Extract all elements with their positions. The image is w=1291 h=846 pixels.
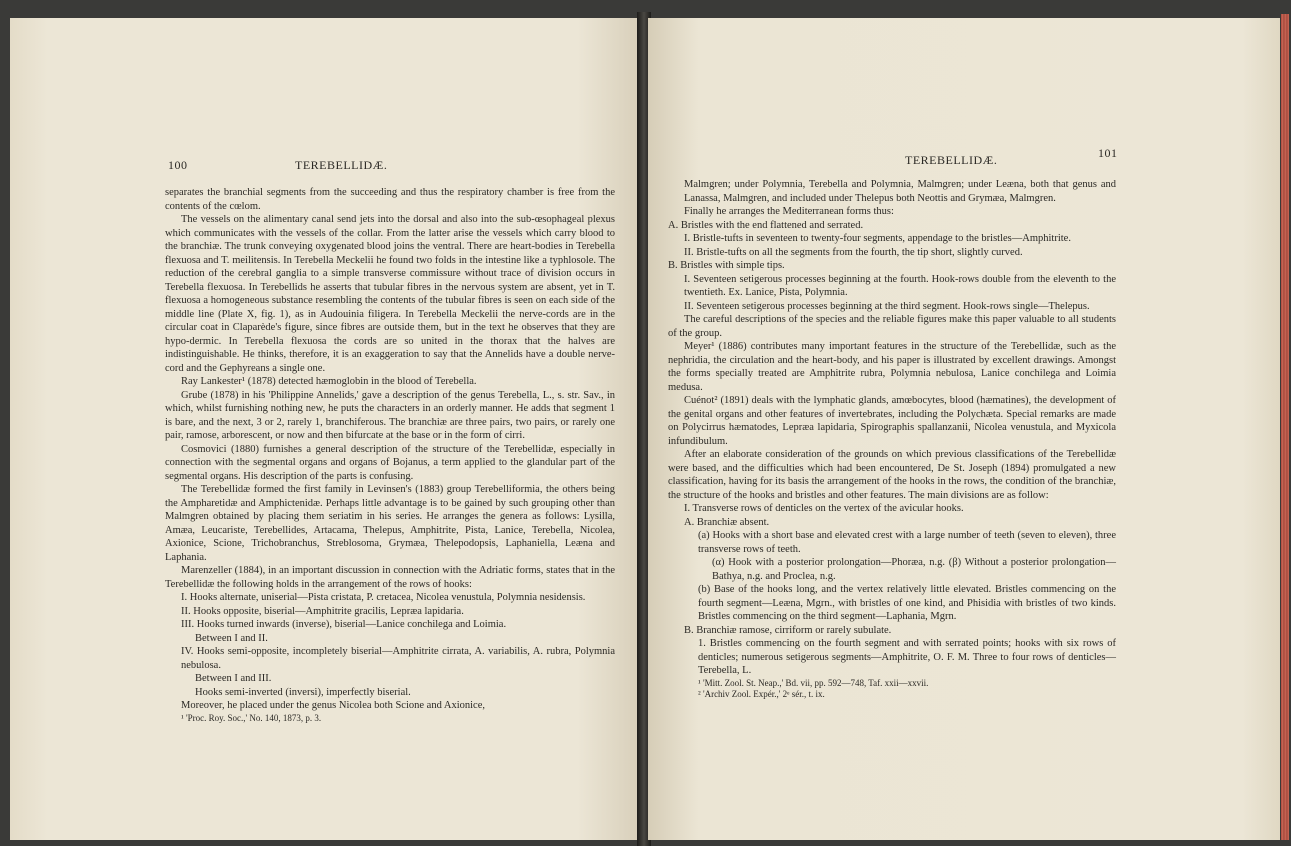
- list-item: A. Branchiæ absent.: [684, 516, 770, 528]
- paragraph: Finally he arranges the Mediterranean forms thus:: [684, 206, 894, 217]
- list-item: I. Seventeen setigerous processes beginning at the fourth. Hook-rows double from the eleventh to the twentieth. Ex. Lanice, Pista, Polymnia.: [684, 273, 1116, 298]
- list-item: 1. Bristles commencing on the fourth segment and with serrated points; hooks with six rows of denticles; numerous setigerous segments—Amphitrite, O. F. M. Three to four rows of denticles—Terebella, L.: [698, 638, 1116, 676]
- list-item: Hooks semi-inverted (inversi), imperfectly biserial.: [195, 686, 411, 698]
- paragraph: Moreover, he placed under the genus Nicolea both Scione and Axionice,: [181, 700, 485, 711]
- list-item: A. Bristles with the end flattened and serrated.: [668, 219, 864, 231]
- list-item: I. Transverse rows of denticles on the vertex of the avicular hooks.: [684, 503, 964, 514]
- list-item: IV. Hooks semi-opposite, incompletely biserial—Amphitrite cirrata, A. variabilis, A. rubra, Polymnia nebulosa.: [181, 646, 615, 671]
- paragraph: Malmgren; under Polymnia, Terebella and Polymnia, Malmgren; under Leæna, both that genus and Lanassa, Malmgren, and included under Thelepus both Neottis and Grymæa, Malmgren.: [684, 179, 1116, 204]
- right-body: [668, 178, 1116, 700]
- left-running-head: TEREBELLIDÆ.: [295, 158, 388, 172]
- paragraph: The careful descriptions of the species and the reliable figures make this paper valuable to all students of the group.: [668, 314, 1116, 339]
- list-item: (α) Hook with a posterior prolongation—Phoræa, n.g. (β) Without a posterior prolongation—Bathya, n.g. and Proclea, n.g.: [712, 557, 1116, 582]
- left-body: [165, 186, 615, 724]
- list-item: B. Branchiæ ramose, cirriform or rarely subulate.: [684, 624, 892, 636]
- paragraph: After an elaborate consideration of the grounds on which previous classifications of the Terebellidæ were based, and the difficulties which had been encountered, De St. Joseph (1894) promulgated a new classification, having for its basis the arrangement of the hooks in the rows, the condition of the branchiæ, the structure of the hooks and bristles and other features. The main divisions are as follow:: [668, 449, 1116, 501]
- paragraph: Meyer¹ (1886) contributes many important features in the structure of the Terebellidæ, such as the nephridia, the circulation and the heart-body, and his paper is illustrated by excellent drawings. Amongst the forms specially treated are Amphitrite rubra, Polymnia nebulosa, Lanice conchilega and Loimia medusa.: [668, 341, 1116, 393]
- footnote: ¹ 'Mitt. Zool. St. Neap.,' Bd. vii, pp. 592—748, Taf. xxii—xxvii.: [698, 677, 929, 688]
- right-page: [648, 18, 1280, 840]
- paragraph: Cosmovici (1880) furnishes a general description of the structure of the Terebellidæ, especially in connection with the segmental organs and organs of Bojanus, a term applied to the glandular part of the segmental organs. His description of the parts is confusing.: [165, 443, 615, 482]
- list-item: (a) Hooks with a short base and elevated crest with a large number of teeth (seven to eleven), three transverse rows of teeth.: [698, 530, 1116, 555]
- list-item: III. Hooks turned inwards (inverse), biserial—Lanice conchilega and Loimia.: [181, 619, 507, 630]
- footnote: ¹ 'Proc. Roy. Soc.,' No. 140, 1873, p. 3.: [181, 712, 322, 723]
- left-page-number: 100: [168, 158, 188, 172]
- list-item: II. Seventeen setigerous processes beginning at the third segment. Hook-rows single—Thelepus.: [684, 300, 1090, 312]
- paragraph: Ray Lankester¹ (1878) detected hæmoglobin in the blood of Terebella.: [181, 376, 477, 387]
- page-edge-red: [1281, 14, 1289, 840]
- list-item: Between I and III.: [195, 673, 272, 684]
- list-item: II. Hooks opposite, biserial—Amphitrite gracilis, Lepræa lapidaria.: [181, 605, 464, 617]
- list-item: I. Bristle-tufts in seventeen to twenty-four segments, appendage to the bristles—Amphitrite.: [684, 233, 1071, 244]
- list-item: II. Bristle-tufts on all the segments from the fourth, the tip short, slightly curved.: [684, 246, 1023, 258]
- list-item: Between I and II.: [195, 632, 268, 644]
- list-item: (b) Base of the hooks long, and the vertex relatively little elevated. Bristles commencing on the fourth segment—Leæna, Mgrn., with bristles of one kind, and Phisidia with bristles of two kinds. Bristles commencing on the third segment—Laphania, Mgrn.: [698, 584, 1116, 622]
- paragraph: Marenzeller (1884), in an important discussion in connection with the Adriatic forms, states that in the Terebellidæ the following holds in the arrangement of the rows of hooks:: [165, 565, 615, 590]
- paragraph: separates the branchial segments from the succeeding and thus the respiratory chamber is free from the contents of the cœlom.: [165, 187, 615, 212]
- right-page-number: 101: [1098, 146, 1118, 160]
- paragraph: The vessels on the alimentary canal send jets into the dorsal and also into the sub-œsophageal plexus which communicates with the vessels of the collar. From the latter arise the vessels which carry blood to the branchiæ. The trunk conveying oxygenated blood joins the ventral. There are heart-bodies in Terebella flexuosa and T. meilitensis. In Terebella Meckelii he found two folds in the intestine like a typhlosole. The reduction of the cerebral ganglia to a simple transverse commissure without trace of division occurs in Terebella flexuosa. In Terebellids he asserts that tubular fibres in the nervous system are absent, yet in T. flexuosa a homogeneous substance resembling the contents of the tubular fibres is seen on each side of the middle line (Plate X, fig. 1), as in Audouinia filigera. In Terebella Meckelii the nerve-cords are in the circular coat in Claparède's figure, since fibres are outside them, but in the text he observes that they are hypo-dermic. In Terebella flexuosa the cords are so united in the thorax that the halves are indistinguishable. He thinks, therefore, it is an exaggeration to say that the Annelids have a double nerve-cord and the Gephyreans a single one.: [165, 214, 615, 374]
- right-running-head: TEREBELLIDÆ.: [905, 153, 998, 167]
- paragraph: Cuénot² (1891) deals with the lymphatic glands, amœbocytes, blood (hæmatines), the development of the genital organs and other features of invertebrates, including the Polychæta. Special remarks are made on Polycirrus hæmatodes, Lepræa lapidaria, Spirographis spallanzanii, Nicolea venustula, and Myxicola infundibulum.: [668, 395, 1116, 447]
- list-item: B. Bristles with simple tips.: [668, 260, 785, 271]
- footnote: ² 'Archiv Zool. Expér.,' 2ᵉ sér., t. ix.: [698, 688, 825, 699]
- paragraph: Grube (1878) in his 'Philippine Annelids,' gave a description of the genus Terebella, L., s. str. Sav., in which, whilst furnishing nothing new, he puts the characters in an orderly manner. He adds that segment 1 is bare, and the next, 3 or 2, rarely 1, branchiferous. The branchiæ are three pairs, two pairs, or rarely one pair, ramose, arborescent, or now and then bifurcate at the base or in the form of cirri.: [165, 389, 615, 441]
- list-item: I. Hooks alternate, uniserial—Pista cristata, P. cretacea, Nicolea venustula, Polymnia nesidensis.: [181, 592, 586, 603]
- left-page: [10, 18, 640, 840]
- paragraph: The Terebellidæ formed the first family in Levinsen's (1883) group Terebelliformia, the others being the Ampharetidæ and Amphictenidæ. Perhaps little advantage is to be gained by such grouping other than Malmgren obtained by placing them seriatim in his series. He arranges the genera as follows: Lysilla, Amæa, Leucariste, Terebellides, Artacama, Thelepus, Amphitrite, Pista, Lanice, Terebella, Nicolea, Axionice, Scione, Trichobranchus, Streblosoma, Grymæa, Thelepodopsis, Laphaniella, Leæna and Laphania.: [165, 484, 615, 563]
